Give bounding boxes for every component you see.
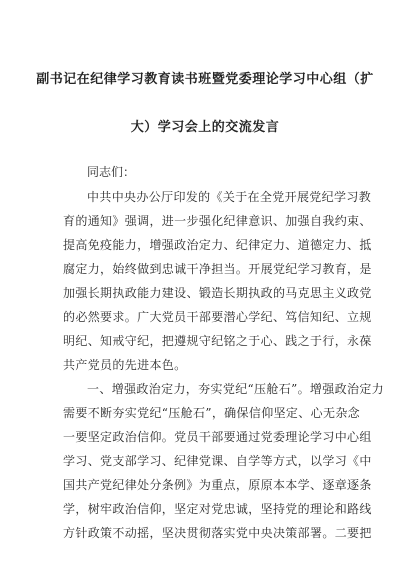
document-title-line-2: 大）学习会上的交流发言	[130, 120, 280, 135]
body-line: 中共中央办公厅印发的《关于在全党开展党纪学习教	[87, 190, 372, 204]
body-line: 学，树牢政治信仰，坚定对党忠诚，坚持党的理论和路线	[63, 502, 372, 516]
body-line: 学习、党支部学习、纪律党课、自学等方式，以学习《中	[63, 454, 372, 468]
body-line: 一要坚定政治信仰。党员干部要通过党委理论学习中心组	[63, 430, 372, 444]
body-line: 共产党员的先进本色。	[63, 358, 187, 372]
body-line: 的必然要求。广大党员干部要潜心学纪、笃信知纪、立规	[63, 310, 372, 324]
body-line: 国共产党纪律处分条例》为重点，原原本本学、逐章逐条	[63, 478, 372, 492]
body-line: 一、增强政治定力，夯实党纪“压舱石”。增强政治定力	[87, 382, 385, 396]
document-title-line-1: 副书记在纪律学习教育读书班暨党委理论学习中心组（扩	[36, 72, 374, 87]
body-line: 需要不断夯实党纪“压舱石”，确保信仰坚定、心无杂念	[63, 406, 361, 420]
body-line: 提高免疫能力，增强政治定力、纪律定力、道德定力、抵	[63, 238, 372, 252]
body-line: 腐定力，始终做到忠诚干净担当。开展党纪学习教育，是	[63, 262, 372, 276]
salutation: 同志们：	[87, 165, 136, 179]
body-line: 育的通知》强调，进一步强化纪律意识、加强自我约束、	[63, 214, 372, 228]
body-line: 加强长期执政能力建设、锻造长期执政的马克思主义政党	[63, 286, 372, 300]
body-line: 明纪、知戒守纪，把遵规守纪铭之于心、践之于行，永葆	[63, 334, 372, 348]
body-line: 方针政策不动摇，坚决贯彻落实党中央决策部署。二要把	[63, 526, 372, 540]
